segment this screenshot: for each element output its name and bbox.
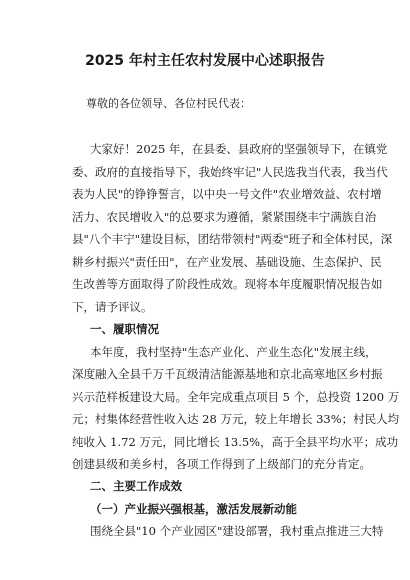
section-heading: 二、主要工作成效 [90, 479, 182, 493]
document-title: 2025 年村主任农村发展中心述职报告 [85, 53, 325, 69]
text-line: 元；村集体经营性收入达 28 万元，较上年增长 33%；村民人均 [72, 412, 400, 426]
text-line: 耕乡村振兴"责任田"，在产业发展、基础设施、生态保护、民 [72, 254, 382, 269]
text-line: 围绕全县"10 个产业园区"建设部署，我村重点推进三大特 [90, 524, 384, 538]
text-line: 大家好！2025 年，在县委、县政府的坚强领导下，在镇党 [90, 142, 388, 156]
text-line: 本年度，我村坚持"生态产业化、产业生态化"发展主线， [90, 344, 377, 359]
salutation: 尊敬的各位领导、各位村民代表： [86, 97, 251, 110]
text-line: 深度融入全县千万千瓦级清洁能源基地和京北高寒地区乡村振 [72, 367, 383, 381]
text-line: 表为人民"的铮铮誓言，以中央一号文件"农业增效益、农村增 [72, 187, 382, 201]
intro-paragraph [72, 138, 393, 318]
section-heading: 一、履职情况 [90, 322, 159, 336]
text-line: 生改善等方面取得了阶段性成效。现将本年度履职情况报告如 [72, 277, 383, 291]
section-2 [72, 475, 384, 543]
text-line: 活力、农民增收入"的总要求为遵循，紧紧围绕丰宁满族自治 [72, 209, 377, 224]
text-line: 下，请予评议。 [72, 299, 153, 314]
text-line: 创建县级和美乡村，各项工作得到了上级部门的充分肯定。 [72, 457, 371, 471]
text-line: 兴示范样板建设大局。全年完成重点项目 5 个，总投资 1200 万 [72, 389, 400, 404]
text-line: 纯收入 1.72 万元，同比增长 13.5%，高于全县平均水平；成功 [72, 434, 399, 449]
section-1 [72, 318, 400, 476]
text-line: 委、政府的直接指导下，我始终牢记"人民选我当代表，我当代 [72, 164, 388, 179]
text-line: 县"八个丰宁"建设目标，团结带领村"两委"班子和全体村民，深 [72, 232, 393, 246]
subsection-heading: （一）产业振兴强根基，激活发展新动能 [90, 501, 297, 516]
